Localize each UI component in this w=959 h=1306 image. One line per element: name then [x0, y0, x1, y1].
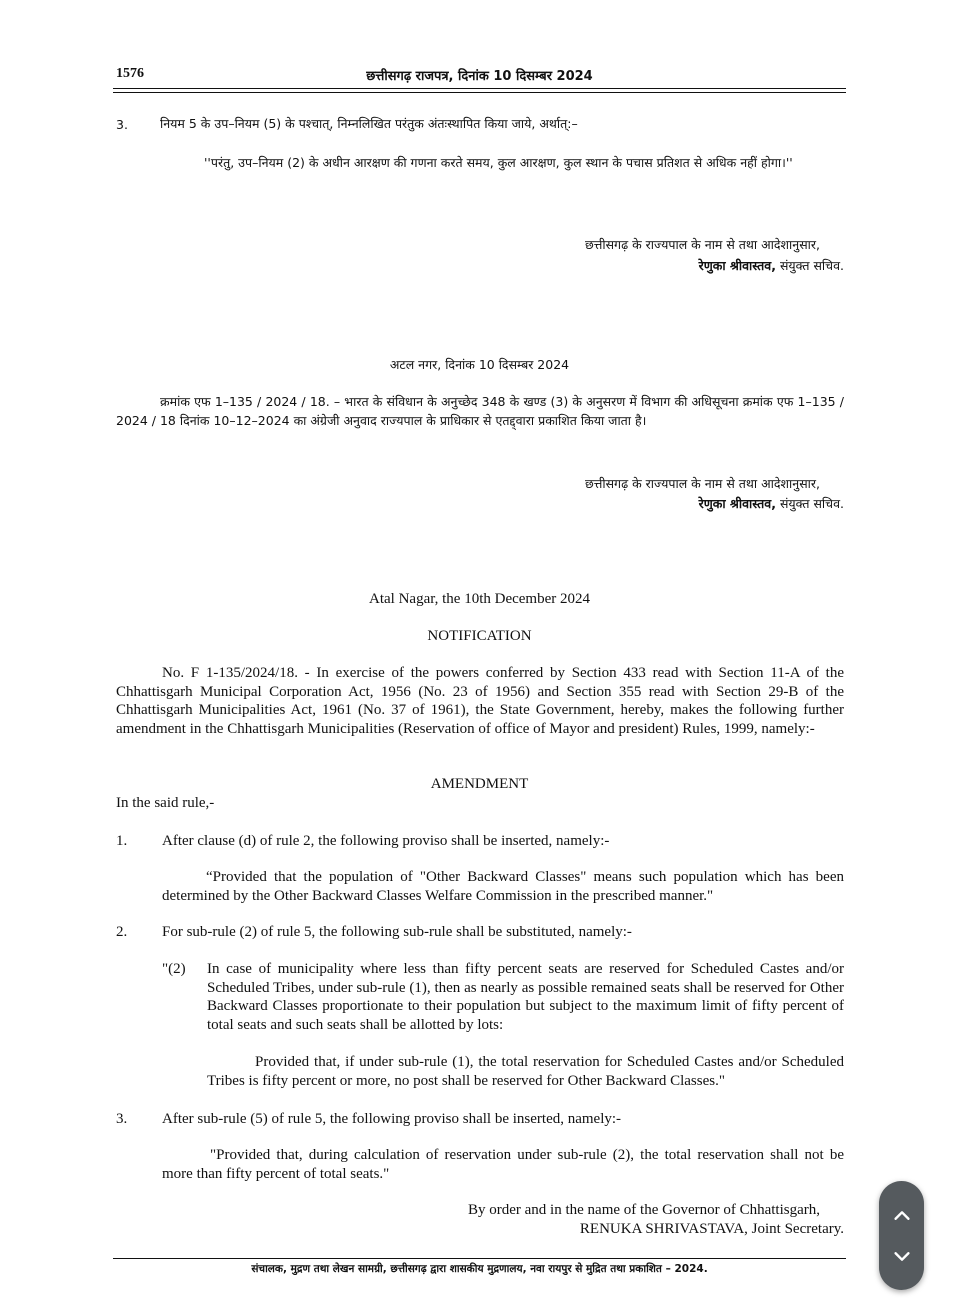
item-text-3: After sub-rule (5) of rule 5, the following proviso shall be inserted, namely:- [162, 1111, 622, 1127]
hindi-signature-name [430, 256, 844, 275]
hindi-signature-line-2: छत्तीसगढ़ के राज्यपाल के नाम से तथा आदेशानुसार, [584, 476, 820, 491]
amendment-intro: In the said rule,- [116, 795, 215, 811]
item-number-1: 1. [116, 833, 128, 849]
signatory-name: रेणुका श्रीवास्तव, [698, 258, 776, 273]
notification-heading: NOTIFICATION [427, 628, 532, 644]
hindi-rule-quote: ''परंतु, उप–नियम (2) के अधीन आरक्षण की गणना करते समय, कुल आरक्षण, कुल स्थान के पचास प्रतिशत से अधिक नहीं होगा।'' [204, 155, 793, 170]
header-rule [113, 88, 846, 89]
chevron-down-icon [891, 1245, 913, 1267]
sub-rule-label: "(2) [162, 961, 186, 977]
chevron-up-icon [891, 1205, 913, 1227]
page-number: 1576 [116, 66, 144, 81]
item-number-3: 3. [116, 1111, 128, 1127]
scroll-up-button[interactable] [879, 1193, 924, 1238]
scroll-controls [879, 1181, 924, 1290]
english-signature-name: RENUKA SHRIVASTAVA, Joint Secretary. [579, 1221, 844, 1237]
hindi-place-date: अटल नगर, दिनांक 10 दिसम्बर 2024 [389, 357, 570, 372]
amendment-heading: AMENDMENT [430, 776, 529, 792]
notification-preamble: No. F 1-135/2024/18. - In exercise of the powers conferred by Section 433 read with Section 11-A of the Chhattisgarh Municipal Corporation Act, 1956 (No. 23 of 1956) and Section 355 read with Section 29-B of the Chhattisgarh Municipalities Act, 1961 (No. 37 of 1961), the State Government, hereby, makes the following further amendment in the Chhattisgarh Municipalities (Reservation of office of Mayor and president) Rules, 1999, namely:- [116, 665, 844, 737]
hindi-rule-text: नियम 5 के उप–नियम (5) के पश्चात्, निम्नलिखित परंतुक अंतःस्थापित किया जाये, अर्थात्:– [160, 116, 578, 131]
hindi-notice-text: क्रमांक एफ 1–135 / 2024 / 18. – भारत के संविधान के अनुच्छेद 348 के खण्ड (3) के अनुसरण में विभाग की अधिसूचना क्रमांक एफ 1–135 / 2024 / 18 दिनांक 10–12–2024 का अंग्रेजी अनुवाद राज्यपाल के प्राधिकार से एतद्द्वारा प्रकाशित किया जाता है। [116, 394, 844, 428]
item-text-1: After clause (d) of rule 2, the following proviso shall be inserted, namely:- [162, 833, 610, 849]
footer-rule [113, 1258, 846, 1259]
printer-footer: संचालक, मुद्रण तथा लेखन सामग्री, छत्तीसगढ़ द्वारा शासकीय मुद्रणालय, नवा रायपुर से मुद्रित तथा प्रकाशित – 2024. [251, 1263, 708, 1275]
hindi-rule-number: 3. [116, 117, 128, 132]
item-number-2: 2. [116, 924, 128, 940]
gazette-title: छत्तीसगढ़ राजपत्र, दिनांक 10 दिसम्बर 2024 [366, 69, 593, 84]
signatory-name-2: रेणुका श्रीवास्तव, [698, 496, 776, 511]
sub-rule-proviso: Provided that, if under sub-rule (1), the total reservation for Scheduled Castes and/or Scheduled Tribes is fifty percent or more, no post shall be reserved for Other Backward Classes." [207, 1054, 844, 1089]
hindi-signature-name-2 [430, 494, 844, 513]
item-quote-1: “Provided that the population of "Other Backward Classes" means such population which has been determined by the Other Backward Classes Welfare Commission in the prescribed manner." [162, 869, 844, 904]
signatory-designation: संयुक्त सचिव. [775, 258, 844, 273]
signatory-designation-2: संयुक्त सचिव. [775, 496, 844, 511]
sub-rule-text: In case of municipality where less than fifty percent seats are reserved for Scheduled Castes and/or Scheduled Tribes, under sub-rule (1), then as nearly as possible remained seats shall be reserved for Other Backward Classes proportionate to their population but subject to the maximum limit of fifty percent of total seats and such seats shall be allotted by lots: [207, 961, 844, 1033]
header-rule-thin [113, 92, 846, 93]
hindi-signature-line: छत्तीसगढ़ के राज्यपाल के नाम से तथा आदेशानुसार, [584, 237, 820, 252]
english-signature-line: By order and in the name of the Governor of Chhattisgarh, [468, 1202, 820, 1218]
english-place-date: Atal Nagar, the 10th December 2024 [369, 591, 590, 607]
item-text-2: For sub-rule (2) of rule 5, the following sub-rule shall be substituted, namely:- [162, 924, 632, 940]
item-quote-3: "Provided that, during calculation of reservation under sub-rule (2), the total reservation shall not be more than fifty percent of total seats." [162, 1147, 844, 1182]
scroll-down-button[interactable] [879, 1233, 924, 1278]
